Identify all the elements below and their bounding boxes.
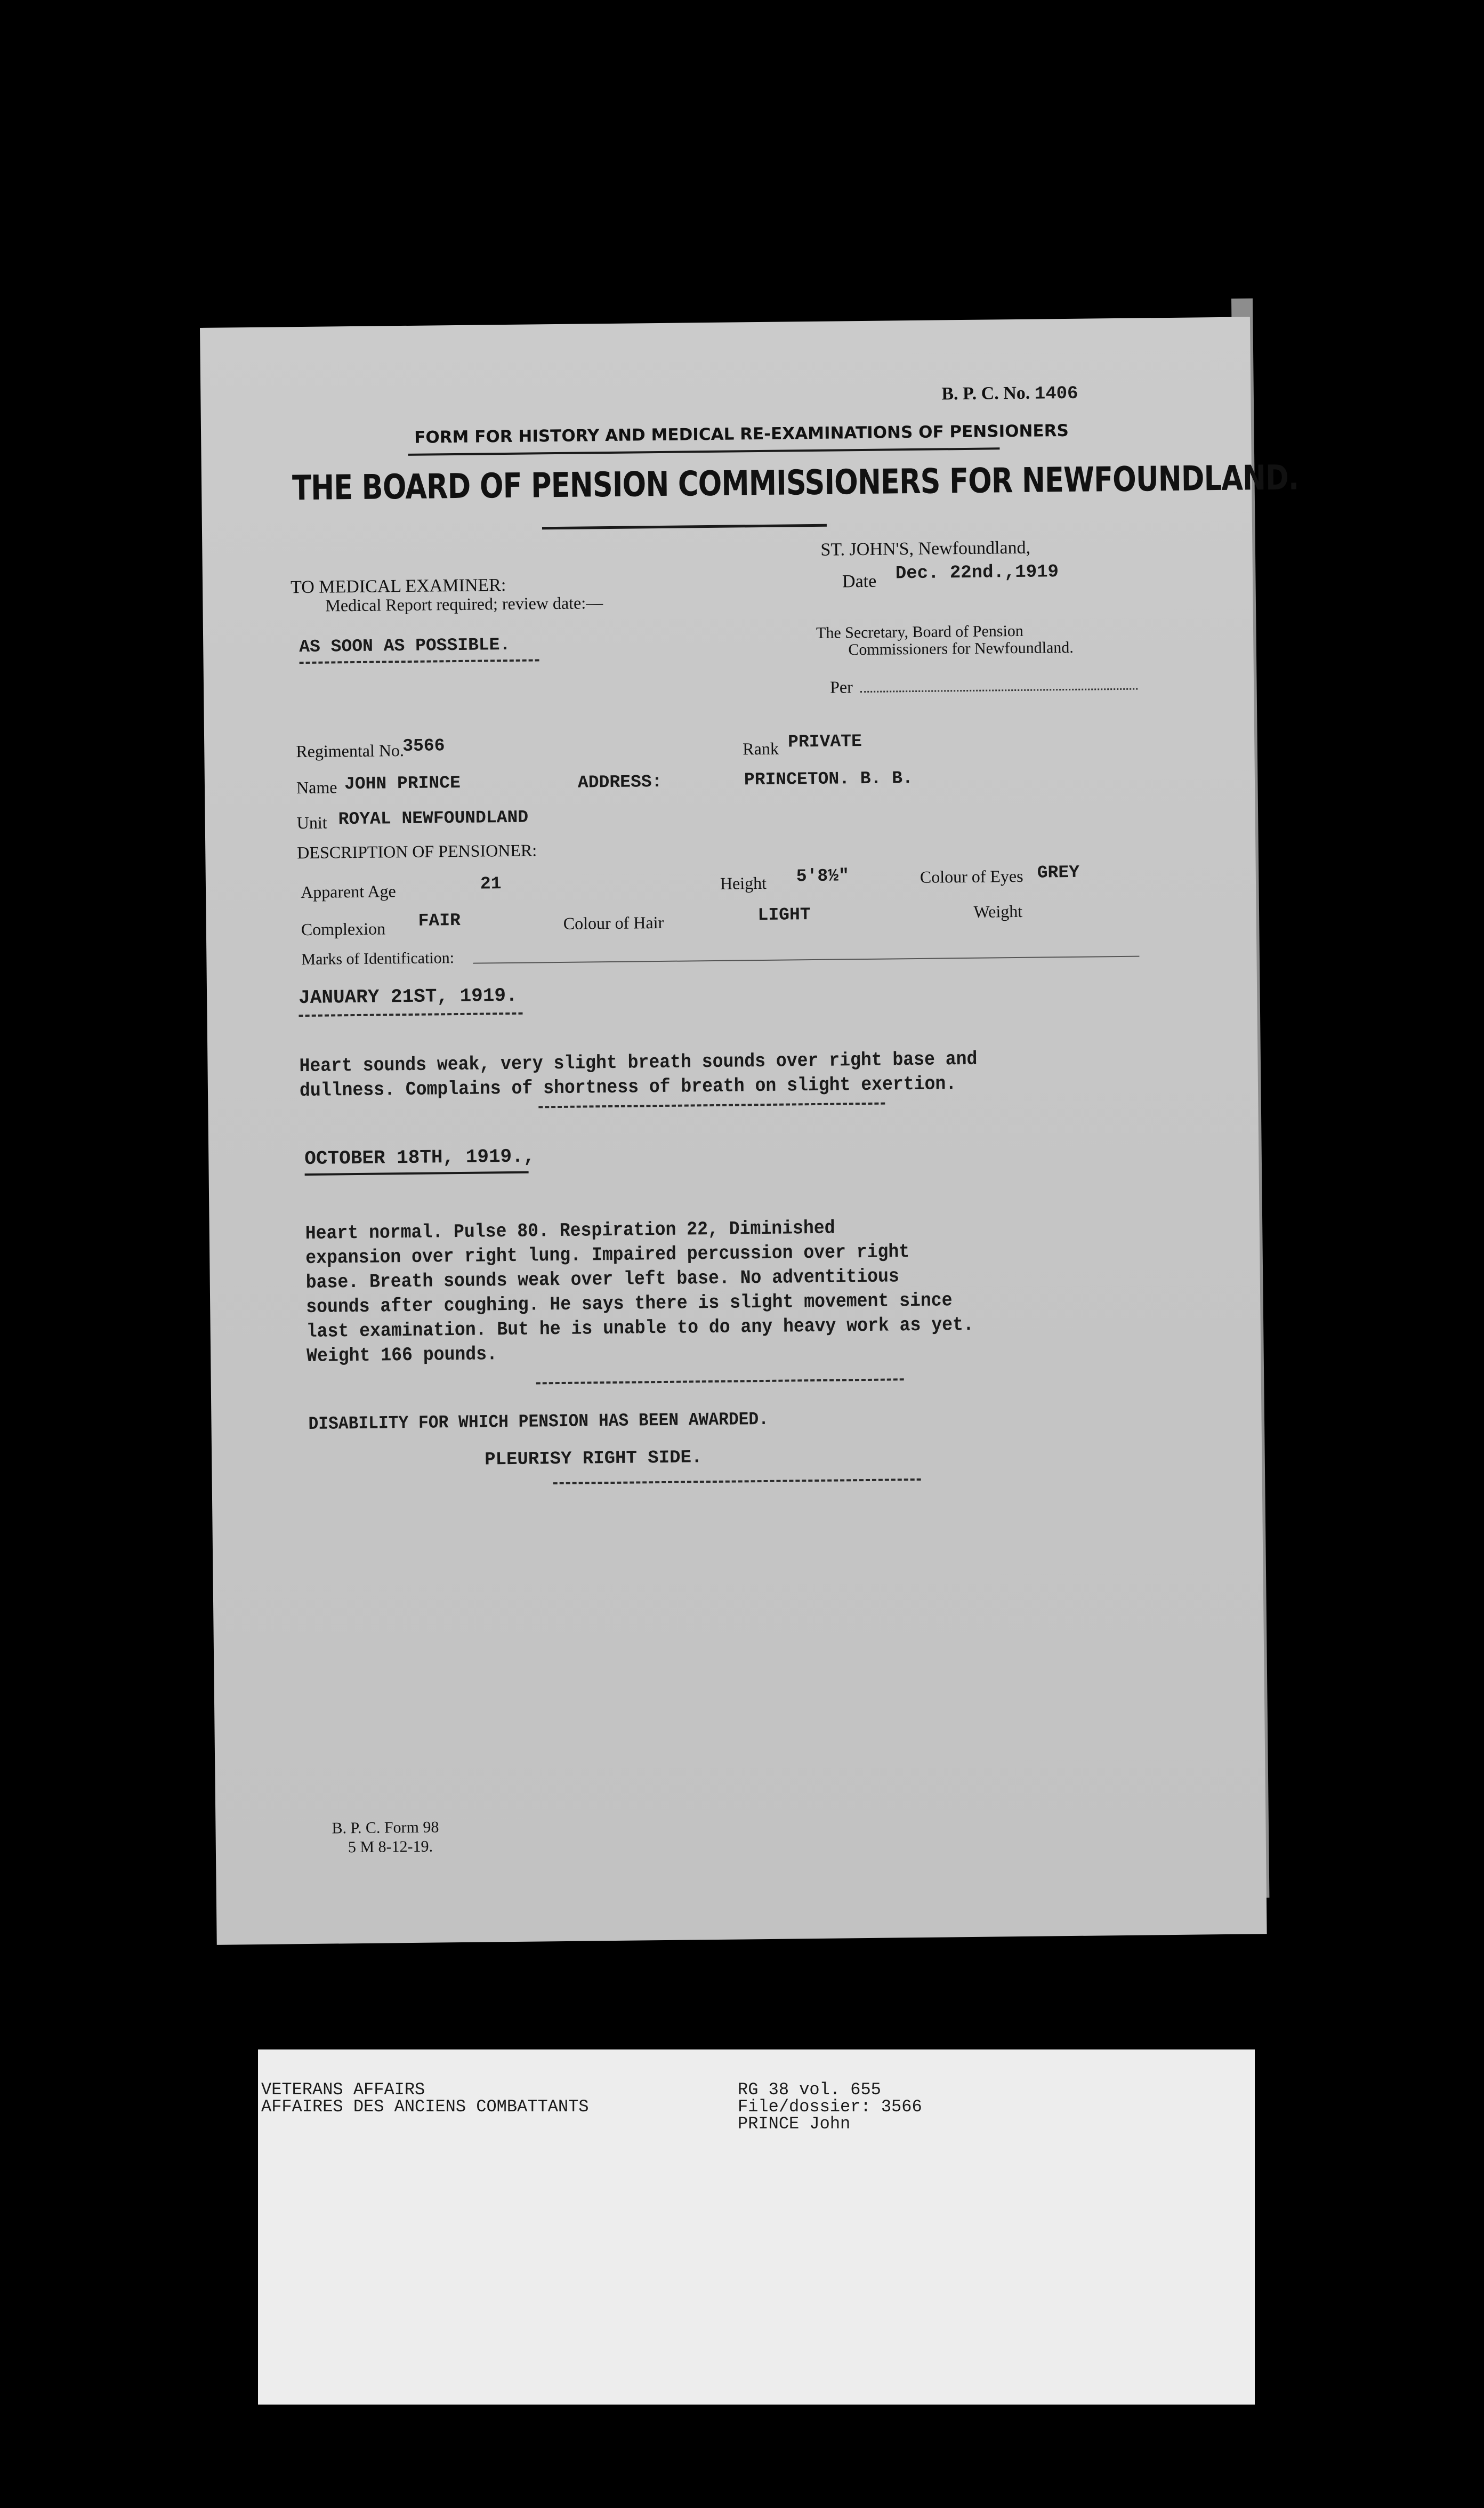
disability-line: DISABILITY FOR WHICH PENSION HAS BEEN AWARDED. (308, 1409, 769, 1435)
date-label: Date (842, 571, 877, 592)
asap-text: AS SOON AS POSSIBLE. (299, 634, 511, 657)
board-title: THE BOARD OF PENSION COMMISSIONERS FOR NEWFOUNDLAND. (292, 458, 1299, 509)
bpc-number-label: B. P. C. No. (941, 383, 1030, 404)
regimental-label: Regimental No. (296, 741, 405, 761)
marks-label: Marks of Identification: (301, 949, 455, 969)
dept-french: AFFAIRES DES ANCIENS COMBATTANTS (261, 2097, 589, 2117)
entry2-line5: last examination. But he is unable to do any heavy work as yet. (306, 1313, 974, 1343)
entry2-underline (536, 1378, 904, 1384)
entry1-date-underline (299, 1012, 522, 1017)
secretary-line1: The Secretary, Board of Pension (816, 622, 1023, 642)
file-dossier: File/dossier: 3566 (738, 2097, 922, 2117)
address-label: ADDRESS: (577, 771, 663, 793)
to-medical-examiner: TO MEDICAL EXAMINER: (290, 575, 506, 598)
entry2-line1: Heart normal. Pulse 80. Respiration 22, Diminished (305, 1217, 835, 1245)
entry1-date: JANUARY 21ST, 1919. (298, 984, 518, 1009)
entry2-line4: sounds after coughing. He says there is slight movement since (306, 1289, 953, 1319)
rank-value: PRIVATE (788, 732, 862, 752)
entry1-line1: Heart sounds weak, very slight breath sounds over right base and (299, 1048, 978, 1078)
place-line: ST. JOHN'S, Newfoundland, (820, 537, 1031, 560)
hair-value: LIGHT (757, 905, 811, 926)
per-signature-line (860, 688, 1138, 693)
entry2-line2: expansion over right lung. Impaired percussion over right (305, 1241, 910, 1269)
archive-label-card (258, 2049, 1255, 2405)
eyes-label: Colour of Eyes (920, 866, 1023, 887)
entry2-date: OCTOBER 18TH, 1919., (304, 1145, 535, 1170)
weight-label: Weight (973, 901, 1023, 921)
bpc-number (941, 383, 1078, 406)
form-number: B. P. C. Form 98 (332, 1818, 439, 1837)
name-label: Name (296, 777, 337, 798)
board-title-rule (542, 524, 827, 530)
entry2-date-underline (305, 1171, 529, 1176)
print-code: 5 M 8-12-19. (348, 1837, 433, 1856)
address-value: PRINCETON. B. B. (744, 768, 913, 790)
form-title: FORM FOR HISTORY AND MEDICAL RE-EXAMINATIONS OF PENSIONERS (414, 421, 1069, 447)
entry2-line3: base. Breath sounds weak over left base. No adventitious (305, 1265, 899, 1294)
asap-underline (300, 659, 539, 664)
height-label: Height (720, 873, 767, 893)
regimental-value: 3566 (402, 736, 445, 757)
complexion-label: Complexion (301, 919, 386, 939)
entry1-line2: dullness. Complains of shortness of breath on slight exertion. (299, 1073, 957, 1102)
eyes-value: GREY (1037, 862, 1080, 883)
per-label: Per (829, 677, 853, 697)
hair-label: Colour of Hair (563, 912, 664, 933)
marks-line (473, 956, 1139, 964)
person-name: PRINCE John (738, 2114, 851, 2134)
height-value: 5'8½" (796, 866, 850, 887)
complexion-value: FAIR (418, 910, 461, 931)
name-value: JOHN PRINCE (344, 773, 461, 794)
bpc-number-value: 1406 (1034, 383, 1078, 405)
entry1-underline (538, 1103, 885, 1108)
entry2-line6: Weight 166 pounds. (306, 1343, 498, 1368)
rank-label: Rank (743, 738, 779, 759)
age-label: Apparent Age (300, 881, 396, 902)
secretary-line2: Commissioners for Newfoundland. (848, 638, 1074, 659)
description-label: DESCRIPTION OF PENSIONER: (297, 840, 537, 863)
disability-value: PLEURISY RIGHT SIDE. (485, 1448, 703, 1470)
dept-english: VETERANS AFFAIRS (261, 2080, 425, 2100)
form-title-underline (408, 447, 999, 456)
age-value: 21 (480, 874, 502, 894)
pension-form-document (200, 317, 1299, 1944)
unit-value: ROYAL NEWFOUNDLAND (338, 807, 529, 830)
disability-underline (553, 1478, 921, 1484)
report-required: Medical Report required; review date:— (325, 593, 603, 615)
unit-label: Unit (296, 813, 327, 833)
date-value: Dec. 22nd.,1919 (895, 562, 1059, 584)
record-group: RG 38 vol. 655 (738, 2080, 881, 2100)
